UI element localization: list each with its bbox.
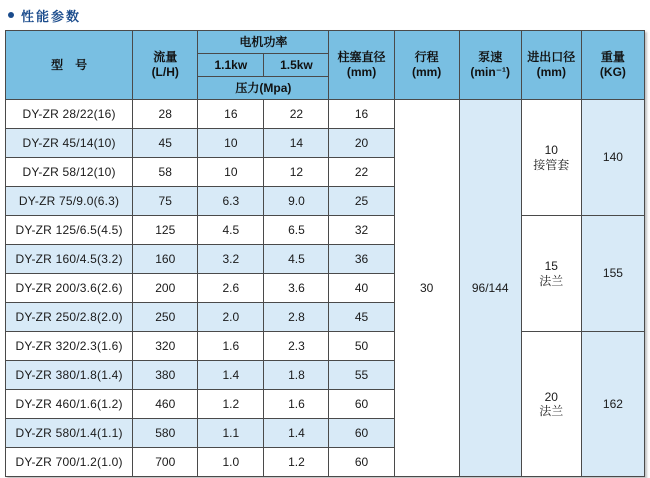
header-pump-speed: [459, 31, 521, 100]
cell-plunger: 60: [329, 390, 394, 419]
header-plunger-line2: (mm): [346, 65, 377, 79]
cell-pressure-1.5kw: 9.0: [264, 187, 329, 216]
cell-weight-group-1: 140: [581, 100, 644, 216]
cell-pressure-1.1kw: 6.3: [198, 187, 264, 216]
cell-model: DY-ZR 45/14(10): [6, 129, 133, 158]
cell-plunger: 22: [329, 158, 394, 187]
cell-model: DY-ZR 75/9.0(6.3): [6, 187, 133, 216]
cell-pressure-1.5kw: 1.2: [264, 448, 329, 477]
cell-pressure-1.1kw: 2.6: [198, 274, 264, 303]
page-title: [8, 7, 645, 23]
header-stroke-line2: (mm): [411, 65, 442, 79]
cell-stroke-merged: 30: [394, 100, 459, 477]
cell-flow: 250: [133, 303, 198, 332]
header-kw1: 1.1kw: [198, 54, 264, 77]
header-port-size: [521, 31, 581, 100]
header-flow-line2: (L/H): [151, 65, 179, 79]
header-flow-line1: 流量: [153, 50, 178, 64]
cell-pressure-1.5kw: 1.6: [264, 390, 329, 419]
cell-plunger: 45: [329, 303, 394, 332]
header-weight-line2: (KG): [599, 65, 626, 79]
header-plunger-diameter: [329, 31, 394, 100]
port-type: 法兰: [539, 404, 564, 418]
cell-flow: 75: [133, 187, 198, 216]
cell-model: DY-ZR 58/12(10): [6, 158, 133, 187]
cell-port-group-3: [521, 332, 581, 477]
cell-plunger: 36: [329, 245, 394, 274]
port-size: 20: [544, 389, 558, 404]
cell-plunger: 55: [329, 361, 394, 390]
cell-plunger: 50: [329, 332, 394, 361]
cell-flow: 45: [133, 129, 198, 158]
cell-model: DY-ZR 200/3.6(2.6): [6, 274, 133, 303]
cell-port-group-2: [521, 216, 581, 332]
cell-pressure-1.5kw: 4.5: [264, 245, 329, 274]
cell-pressure-1.1kw: 16: [198, 100, 264, 129]
cell-pressure-1.5kw: 3.6: [264, 274, 329, 303]
cell-plunger: 40: [329, 274, 394, 303]
cell-speed-merged: 96/144: [459, 100, 521, 477]
cell-flow: 460: [133, 390, 198, 419]
cell-pressure-1.1kw: 4.5: [198, 216, 264, 245]
header-motor-power: 电机功率: [198, 31, 329, 54]
cell-weight-group-2: 155: [581, 216, 644, 332]
header-weight: [581, 31, 644, 100]
cell-pressure-1.1kw: 10: [198, 158, 264, 187]
cell-model: DY-ZR 28/22(16): [6, 100, 133, 129]
header-port-line1: 进出口径: [527, 50, 576, 64]
cell-pressure-1.5kw: 14: [264, 129, 329, 158]
port-type: 法兰: [539, 273, 564, 288]
cell-plunger: 60: [329, 419, 394, 448]
cell-pressure-1.1kw: 2.0: [198, 303, 264, 332]
cell-pressure-1.5kw: 22: [264, 100, 329, 129]
cell-pressure-1.1kw: 1.2: [198, 390, 264, 419]
cell-flow: 160: [133, 245, 198, 274]
cell-port-group-1: [521, 100, 581, 216]
header-model: 型 号: [6, 31, 133, 100]
header-plunger-line1: 柱塞直径: [337, 50, 386, 64]
header-stroke-line1: 行程: [414, 50, 439, 64]
cell-pressure-1.1kw: 3.2: [198, 245, 264, 274]
cell-plunger: 60: [329, 448, 394, 477]
cell-plunger: 16: [329, 100, 394, 129]
header-row-1: [6, 31, 645, 54]
cell-pressure-1.5kw: 1.8: [264, 361, 329, 390]
header-flow: [133, 31, 198, 100]
cell-model: DY-ZR 320/2.3(1.6): [6, 332, 133, 361]
table-row: [6, 332, 645, 361]
cell-model: DY-ZR 580/1.4(1.1): [6, 419, 133, 448]
table-row: [6, 100, 645, 129]
cell-flow: 380: [133, 361, 198, 390]
cell-model: DY-ZR 700/1.2(1.0): [6, 448, 133, 477]
page-title-text: 性能参数: [21, 8, 82, 24]
cell-flow: 200: [133, 274, 198, 303]
cell-flow: 320: [133, 332, 198, 361]
header-stroke: [394, 31, 459, 100]
cell-flow: 58: [133, 158, 198, 187]
bullet-icon: [8, 12, 14, 18]
cell-model: DY-ZR 125/6.5(4.5): [6, 216, 133, 245]
header-port-line2: (mm): [536, 65, 566, 79]
header-speed-line1: 泵速: [478, 50, 503, 64]
cell-plunger: 32: [329, 216, 394, 245]
cell-pressure-1.5kw: 12: [264, 158, 329, 187]
port-size: 10: [544, 143, 558, 158]
cell-pressure-1.5kw: 6.5: [264, 216, 329, 245]
cell-flow: 125: [133, 216, 198, 245]
cell-pressure-1.1kw: 1.6: [198, 332, 264, 361]
table-row: [6, 216, 645, 245]
cell-model: DY-ZR 250/2.8(2.0): [6, 303, 133, 332]
port-size: 15: [544, 259, 558, 274]
cell-pressure-1.1kw: 1.1: [198, 419, 264, 448]
header-weight-line1: 重量: [600, 50, 625, 64]
cell-model: DY-ZR 160/4.5(3.2): [6, 245, 133, 274]
header-speed-line2: (min⁻¹): [470, 65, 511, 79]
cell-pressure-1.1kw: 10: [198, 129, 264, 158]
header-kw2: 1.5kw: [264, 54, 329, 77]
cell-pressure-1.5kw: 2.8: [264, 303, 329, 332]
cell-weight-group-3: 162: [581, 332, 644, 477]
cell-plunger: 25: [329, 187, 394, 216]
cell-pressure-1.1kw: 1.0: [198, 448, 264, 477]
cell-model: DY-ZR 460/1.6(1.2): [6, 390, 133, 419]
cell-pressure-1.5kw: 2.3: [264, 332, 329, 361]
cell-flow: 28: [133, 100, 198, 129]
performance-spec-table: [5, 30, 645, 477]
cell-pressure-1.5kw: 1.4: [264, 419, 329, 448]
cell-flow: 700: [133, 448, 198, 477]
cell-plunger: 20: [329, 129, 394, 158]
cell-flow: 580: [133, 419, 198, 448]
port-type: 接管套: [533, 157, 570, 172]
cell-model: DY-ZR 380/1.8(1.4): [6, 361, 133, 390]
cell-pressure-1.1kw: 1.4: [198, 361, 264, 390]
header-pressure: 压力(Mpa): [198, 77, 329, 100]
